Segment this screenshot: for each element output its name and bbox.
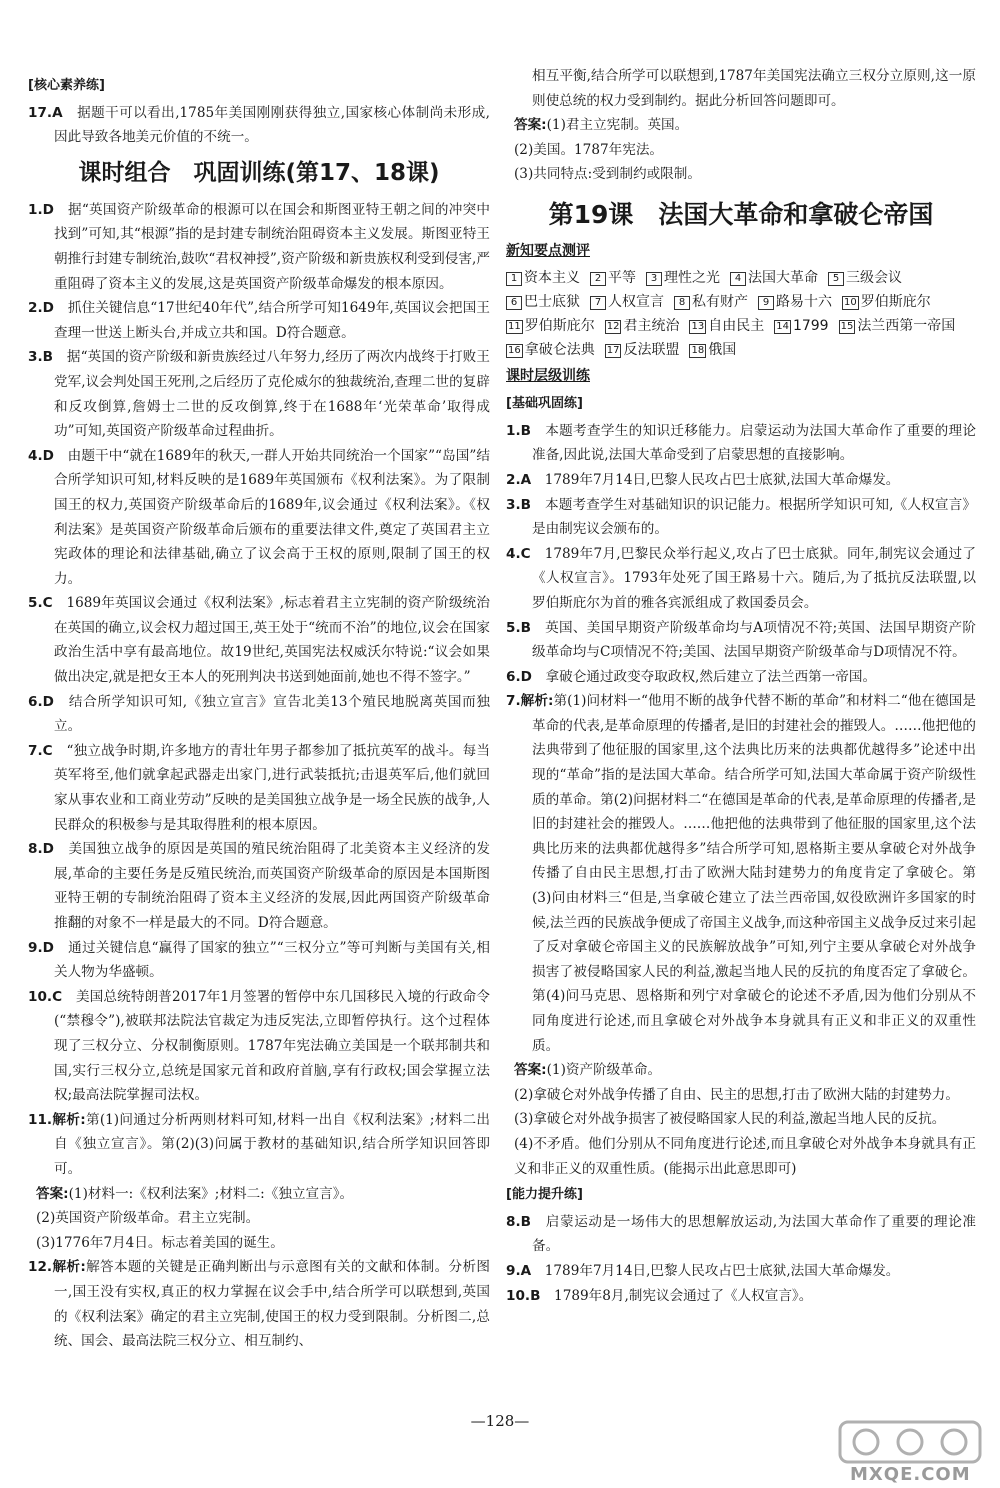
knowledge-term: 15 法兰西第一帝国 [840, 317, 956, 334]
knowledge-term: 6 巴士底狱 [506, 290, 580, 314]
knowledge-term: 17 反法联盟 [606, 341, 680, 358]
answer-item: 9.A 1789年7月14日,巴黎人民攻占巴士底狱,法国大革命爆发。 [506, 1262, 900, 1279]
lesson-19-title: 第19课 法国大革命和拿破仑帝国 [548, 199, 934, 229]
new-knowledge-heading: 新知要点测评 [506, 242, 590, 259]
core-literacy-tag: [核心素养练] [28, 78, 105, 93]
answer-item: 2.A 1789年7月14日,巴黎人民攻占巴士底狱,法国大革命爆发。 [506, 471, 900, 488]
right-column [506, 64, 976, 1308]
watermark-text: MXQE.COM [850, 1464, 971, 1485]
lesson-level-heading: 课时层级训练 [506, 367, 590, 384]
question-11: 11.解析:第(1)问通过分析两则材料可知,材料一出自《权利法案》;材料二出自《独立宣言》。第(2)(3)问属于教材的基础知识,结合所学知识回答即可。 [28, 1111, 491, 1177]
question-17: 17.A 据题干可以看出,1785年美国刚刚获得独立,国家核心体制尚未形成,因此导致各地美元价值的不统一。 [28, 104, 490, 146]
answer-item: 5.C 1689年英国议会通过《权利法案》,标志着君主立宪制的资产阶级统治在英国的确立,议会权力超过国王,英王处于“统而不治”的地位,议会在国家政治生活中享有最高地位。故19世纪,英国宪法权威沃尔特说:“议会如果做出决定,就是把女王本人的死刑判决书送到她面前,她也不得不签字。” [28, 595, 490, 686]
question-12: 12.解析:解答本题的关键是正确判断出与示意图有关的文献和体制。分析图一,国王没有实权,真正的权力掌握在议会手中,结合所学可以联想到,英国的《权利法案》确定的君主立宪制,使国王的权力受到限制。分析图二,总统、国会、最高法院三权分立、相互制约、 [28, 1259, 491, 1350]
knowledge-term: 7 人权宣言 [590, 290, 664, 314]
ability-practice-tag: [能力提升练] [506, 1187, 583, 1203]
answer-item: 1.D 据“英国资产阶级革命的根源可以在国会和斯图亚特王朝之间的冲突中找到”可知,其“根源”指的是封建专制统治阻碍资本主义发展。斯图亚特王朝推行封建专制统治,鼓吹“君权神授”,资产阶级和新贵族权利受到侵害,严重阻碍了资本主义的发展,这是英国资产阶级革命爆发的根本原因。 [28, 201, 490, 292]
knowledge-term: 8 私有财产 [674, 290, 748, 314]
page-number: —128— [470, 1412, 530, 1430]
knowledge-term: 14 1799 [776, 317, 829, 334]
question-7-answer-4: (4)不矛盾。他们分别从不同角度进行论述,而且拿破仑对外战争本身就具有正义和非正义的双重性质。(能揭示出此意思即可) [514, 1135, 976, 1177]
knowledge-term: 10 罗伯斯庇尔 [844, 293, 931, 310]
answer-item: 8.B 启蒙运动是一场伟大的思想解放运动,为法国大革命作了重要的理论准备。 [506, 1213, 977, 1255]
knowledge-term: 2 平等 [590, 266, 636, 290]
left-answer-list [28, 198, 490, 1108]
answer-item: 6.D 结合所学知识可知,《独立宣言》宣告北美13个殖民地脱离英国而独立。 [28, 693, 490, 735]
answer-item: 5.B 英国、美国早期资产阶级革命均与A项情况不符;英国、法国早期资产阶级革命均与C项情况不符;美国、法国早期资产阶级革命与D项情况不符。 [506, 619, 976, 661]
knowledge-term: 3 理性之光 [646, 266, 720, 290]
left-column [28, 72, 490, 1354]
knowledge-terms [506, 266, 976, 362]
answer-item: 3.B 据“英国的资产阶级和新贵族经过八年努力,经历了两次内战终于打败王党军,议会判处国王死刑,之后经历了克伦威尔的独裁统治,查理二世的复辟和反攻倒算,詹姆士二世的反攻倒算,终于在1688年‘光荣革命’取得成功”可知,英国资产阶级革命过程曲折。 [28, 349, 490, 440]
basic-practice-tag: [基础巩固练] [506, 396, 583, 412]
answer-item: 9.D 通过关键信息“赢得了国家的独立”“三权分立”等可判断与美国有关,相关人物为华盛顿。 [28, 939, 490, 981]
knowledge-term: 9 路易十六 [758, 290, 832, 314]
answer-item: 6.D 拿破仑通过政变夺取政权,然后建立了法兰西第一帝国。 [506, 668, 877, 685]
answer-item: 4.C 1789年7月,巴黎民众举行起义,攻占了巴士底狱。同年,制宪议会通过了《人权宣言》。1793年处死了国王路易十六。随后,为了抵抗反法联盟,以罗伯斯庇尔为首的雅各宾派组成了救国委员会。 [506, 545, 976, 611]
section-title-review: 课时组合 巩固训练(第17、18课) [78, 159, 440, 186]
question-11-answer: 答案:(1)材料一:《权利法案》;材料二:《独立宣言》。 [36, 1185, 354, 1202]
answer-item: 7.C “独立战争时期,许多地方的青壮年男子都参加了抵抗英军的战斗。每当英军将至,他们就拿起武器走出家门,进行武装抵抗;击退英军后,他们就回家从事农业和工商业劳动”反映的是美国独立战争是一场全民族的战争,人民群众的积极参与是其取得胜利的根本原因。 [28, 742, 490, 833]
knowledge-term: 4 法国大革命 [730, 266, 818, 290]
right-answer-list [506, 419, 976, 690]
question-12-answer-2: (2)美国。1787年宪法。 [514, 141, 664, 158]
question-12-continued: 相互平衡,结合所学可以联想到,1787年美国宪法确立三权分立原则,这一原则使总统的权力受到制约。据此分析回答问题即可。 [532, 68, 976, 109]
question-7-answer: 答案:(1)资产阶级革命。 [514, 1062, 662, 1079]
answer-item: 10.C 美国总统特朗普2017年1月签署的暂停中东几国移民入境的行政命令(“禁穆令”),被联邦法院法官裁定为违反宪法,立即暂停执行。这个过程体现了三权分立、分权制衡原则。1787年宪法确立美国是一个联邦制共和国,实行三权分立,总统是国家元首和政府首脑,享有行政权;国会掌握立法权;最高法院掌握司法权。 [28, 988, 491, 1104]
answer-item: 1.B 本题考查学生的知识迁移能力。启蒙运动为法国大革命作了重要的理论准备,因此说,法国大革命受到了启蒙思想的直接影响。 [506, 422, 977, 464]
knowledge-term: 1 资本主义 [506, 266, 580, 290]
answer-item: 10.B 1789年8月,制宪议会通过了《人权宣言》。 [506, 1287, 813, 1304]
question-12-answer-3: (3)共同特点:受到制约或限制。 [514, 166, 701, 183]
ability-answer-list [506, 1210, 976, 1308]
question-11-answer-3: (3)1776年7月4日。标志着美国的诞生。 [36, 1234, 284, 1251]
answer-item: 2.D 抓住关键信息“17世纪40年代”,结合所学可知1649年,英国议会把国王查理一世送上断头台,并成立共和国。D符合题意。 [28, 300, 491, 341]
answer-item: 8.D 美国独立战争的原因是英国的殖民统治阻碍了北美资本主义经济的发展,革命的主要任务是反殖民统治,而英国资产阶级革命的原因是本国斯图亚特王朝的专制统治阻碍了资本主义经济的发展,因此两国资产阶级革命推翻的对象不一样是最大的不同。D符合题意。 [28, 841, 491, 931]
knowledge-term: 5 三级会议 [828, 266, 902, 290]
question-11-answer-2: (2)英国资产阶级革命。君主立宪制。 [36, 1210, 260, 1227]
knowledge-term: 12 君主统治 [606, 317, 680, 334]
question-7-answer-3: (3)拿破仑对外战争损害了被侵略国家人民的利益,激起当地人民的反抗。 [514, 1111, 946, 1128]
knowledge-term: 13 自由民主 [691, 317, 765, 334]
question-7: 7.解析:第(1)问材料一“他用不断的战争代替不断的革命”和材料二“他在德国是革命的代表,是革命原理的传播者,是旧的封建社会的摧毁人。……他把他的法典带到了他征服的国家里,这个法典比历来的法典都优越得多”论述中出现的“革命”指的是法国大革命。结合所学可知,法国大革命属于资产阶级性质的革命。第(2)问据材料二“在德国是革命的代表,是革命原理的传播者,是旧的封建社会的摧毁人。……他把他的法典带到了他征服的国家里,这个法典比历来的法典都优越得多”结合所学可知,恩格斯主要从拿破仑对外战争传播了自由民主思想,打击了欧洲大陆封建势力的角度肯定了拿破仑。第(3)问由材料三“但是,当拿破仑建立了法兰西帝国,奴役欧洲许多国家的时候,法兰西的民族战争便成了帝国主义战争,而这种帝国主义战争反过来引起了反对拿破仑帝国主义的民族解放战争”可知,列宁主要从拿破仑对外战争损害了被侵略国家人民的利益,激起当地人民的反抗的角度否定了拿破仑。第(4)问马克思、恩格斯和列宁对拿破仑的论述不矛盾,因为他们分别从不同角度进行论述,而且拿破仑对外战争本身就具有正义和非正义的双重性质。 [506, 693, 976, 1054]
question-12-answer: 答案:(1)君主立宪制。英国。 [514, 117, 689, 134]
answer-item: 4.D 由题干中“就在1689年的秋天,一群人开始共同统治一个国家”“岛国”结合所学知识可知,材料反映的是1689年英国颁布《权利法案》。为了限制国王的权力,英国资产阶级革命后的1689年,议会通过《权利法案》。《权利法案》是英国资产阶级革命后颁布的重要法律文件,奠定了英国君主立宪政体的理论和法律基础,确立了议会高于王权的原则,限制了国王的权力。 [28, 447, 491, 587]
answer-item: 3.B 本题考查学生对基础知识的识记能力。根据所学知识可知,《人权宣言》是由制宪议会颁布的。 [506, 496, 977, 538]
knowledge-term: 18 俄国 [691, 341, 737, 358]
question-7-answer-2: (2)拿破仑对外战争传播了自由、民主的思想,打击了欧洲大陆的封建势力。 [514, 1086, 959, 1103]
knowledge-term: 16 拿破仑法典 [508, 341, 595, 358]
knowledge-term: 11 罗伯斯庇尔 [508, 317, 595, 334]
